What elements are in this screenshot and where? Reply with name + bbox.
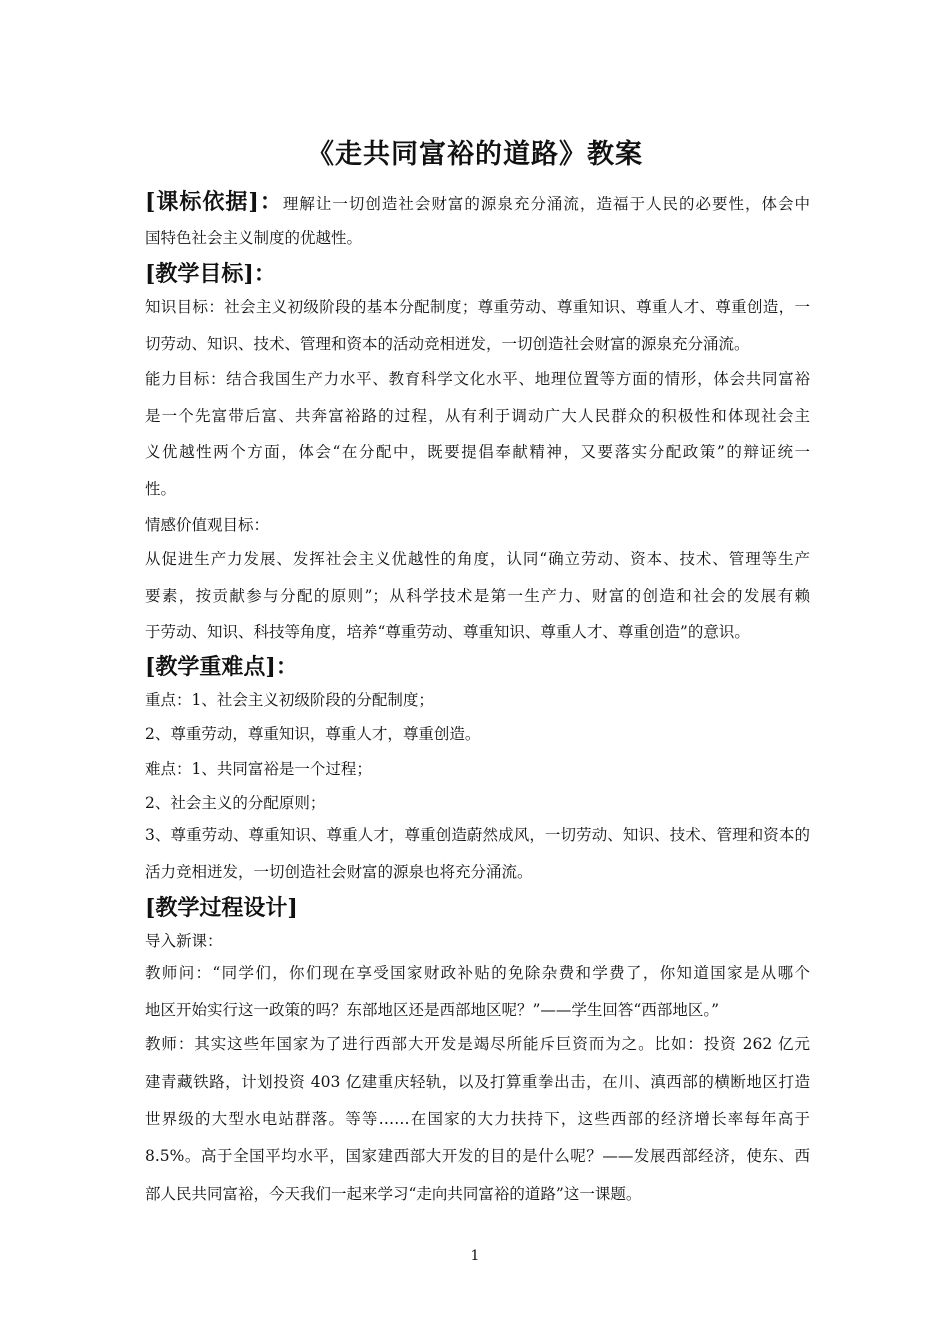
- key-difficult-points-heading: [教学重难点]：: [145, 654, 298, 680]
- curriculum-basis-text: 理解让一切创造社会财富的源泉充分涌流，造福于人民的必要性，体会中: [282, 195, 810, 213]
- difficult-points-line: 3、尊重劳动、尊重知识、尊重人才，尊重创造蔚然成风，一切劳动、知识、技术、管理和资本的: [145, 826, 810, 844]
- process-design-heading: [教学过程设计]: [145, 895, 298, 921]
- teaching-goals-line: 切劳动、知识、技术、管理和资本的活动竞相迸发，一切创造社会财富的源泉充分涌流。: [145, 335, 750, 353]
- process-design-line: 8.5%。高于全国平均水平，国家建西部大开发的目的是什么呢？——发展西部经济，使东、西: [145, 1147, 810, 1165]
- process-design-line: 地区开始实行这一政策的吗？东部地区还是西部地区呢？”——学生回答“西部地区。”: [145, 1001, 720, 1019]
- page-number: 1: [470, 1248, 480, 1264]
- process-design-line: 建青藏铁路，计划投资 403 亿建重庆轻轨，以及打算重拳出击，在川、滇西部的横断地区打造: [145, 1073, 810, 1091]
- teaching-goals-line: 是一个先富带后富、共奔富裕路的过程，从有利于调动广大人民群众的积极性和体现社会主: [145, 407, 810, 425]
- curriculum-basis-heading: [课标依据]：: [145, 189, 283, 215]
- process-design-line: 导入新课：: [145, 932, 223, 950]
- difficult-points-line: 2、社会主义的分配原则；: [145, 794, 326, 812]
- process-design-line: 教师：其实这些年国家为了进行西部大开发是竭尽所能斥巨资而为之。比如：投资 262 亿元: [145, 1035, 810, 1053]
- teaching-goals-line: 从促进生产力发展、发挥社会主义优越性的角度，认同“确立劳动、资本、技术、管理等生产: [145, 550, 810, 568]
- difficult-points-line: 难点：1、共同富裕是一个过程；: [145, 760, 372, 778]
- difficult-points-line: 活力竞相迸发，一切创造社会财富的源泉也将充分涌流。: [145, 863, 533, 881]
- teaching-goals-line: 义优越性两个方面，体会“在分配中，既要提倡奉献精神，又要落实分配政策”的辩证统一: [145, 443, 810, 461]
- teaching-goals-line: 知识目标：社会主义初级阶段的基本分配制度；尊重劳动、尊重知识、尊重人才、尊重创造，一: [145, 298, 810, 316]
- curriculum-basis-paragraph-line-1: [145, 187, 810, 219]
- teaching-goals-line: 情感价值观目标：: [145, 516, 270, 534]
- curriculum-basis-line: 国特色社会主义制度的优越性。: [145, 229, 363, 247]
- teaching-goals-line: 于劳动、知识、科技等角度，培养“尊重劳动、尊重知识、尊重人才、尊重创造”的意识。: [145, 623, 750, 641]
- teaching-goals-heading: [教学目标]：: [145, 261, 276, 287]
- teaching-goals-line: 能力目标：结合我国生产力水平、教育科学文化水平、地理位置等方面的情形，体会共同富裕: [145, 370, 810, 388]
- key-points-line: 2、尊重劳动，尊重知识，尊重人才，尊重创造。: [145, 725, 481, 743]
- teaching-goals-line: 性。: [145, 480, 177, 498]
- key-points-line: 重点：1、社会主义初级阶段的分配制度；: [145, 691, 434, 709]
- process-design-line: 教师问：“同学们，你们现在享受国家财政补贴的免除杂费和学费了，你知道国家是从哪个: [145, 964, 810, 982]
- process-design-line: 部人民共同富裕，今天我们一起来学习“走向共同富裕的道路”这一课题。: [145, 1185, 642, 1203]
- teaching-goals-line: 要素，按贡献参与分配的原则”；从科学技术是第一生产力、财富的创造和社会的发展有赖: [145, 587, 810, 605]
- document-title: 《走共同富裕的道路》教案: [307, 139, 643, 170]
- process-design-line: 世界级的大型水电站群落。等等……在国家的大力扶持下，这些西部的经济增长率每年高于: [145, 1110, 810, 1128]
